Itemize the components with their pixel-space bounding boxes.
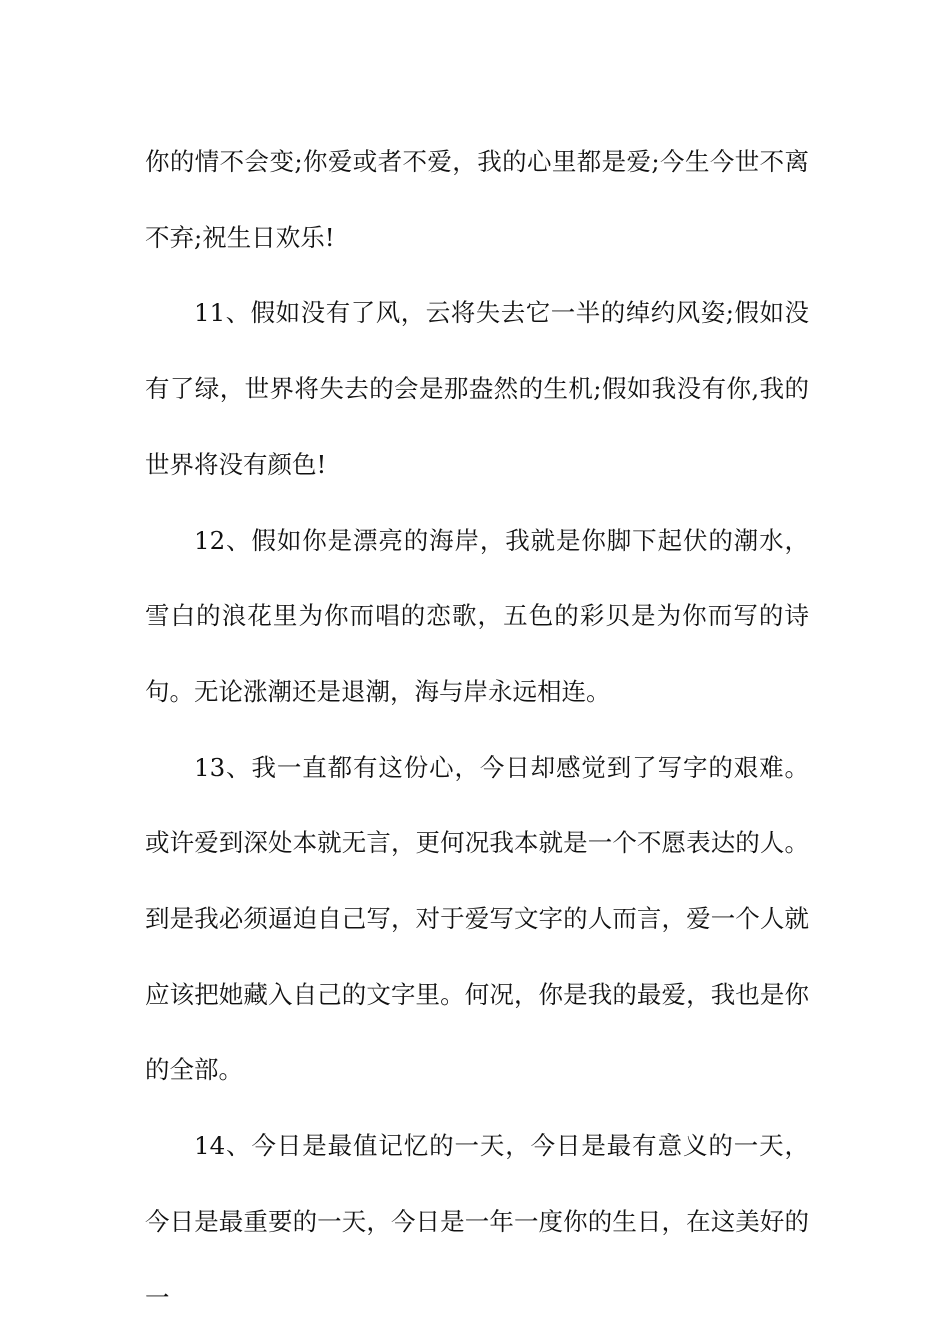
paragraph-10-continuation: 你的情不会变;你爱或者不爱，我的心里都是爱;今生今世不离不弃;祝生日欢乐! — [145, 147, 809, 252]
paragraph-14: 14、今日是最值记忆的一天，今日是最有意义的一天，今日是最重要的一天，今日是一年一度你的生日，在这美好的一 — [145, 1131, 809, 1312]
paragraph-12: 12、假如你是漂亮的海岸，我就是你脚下起伏的潮水，雪白的浪花里为你而唱的恋歌，五色的彩贝是为你而写的诗句。无论涨潮还是退潮，海与岸永远相连。 — [145, 525, 809, 706]
paragraph-11: 11、假如没有了风，云将失去它一半的绰约风姿;假如没有了绿，世界将失去的会是那盎然的生机;假如我没有你,我的世界将没有颜色! — [145, 298, 809, 479]
document-body — [145, 124, 809, 1335]
paragraph-13: 13、我一直都有这份心，今日却感觉到了写字的艰难。或许爱到深处本就无言，更何况我本就是一个不愿表达的人。到是我必须逼迫自己写，对于爱写文字的人而言，爱一个人就应该把她藏入自己的文字里。何况，你是我的最爱，我也是你的全部。 — [145, 752, 809, 1085]
